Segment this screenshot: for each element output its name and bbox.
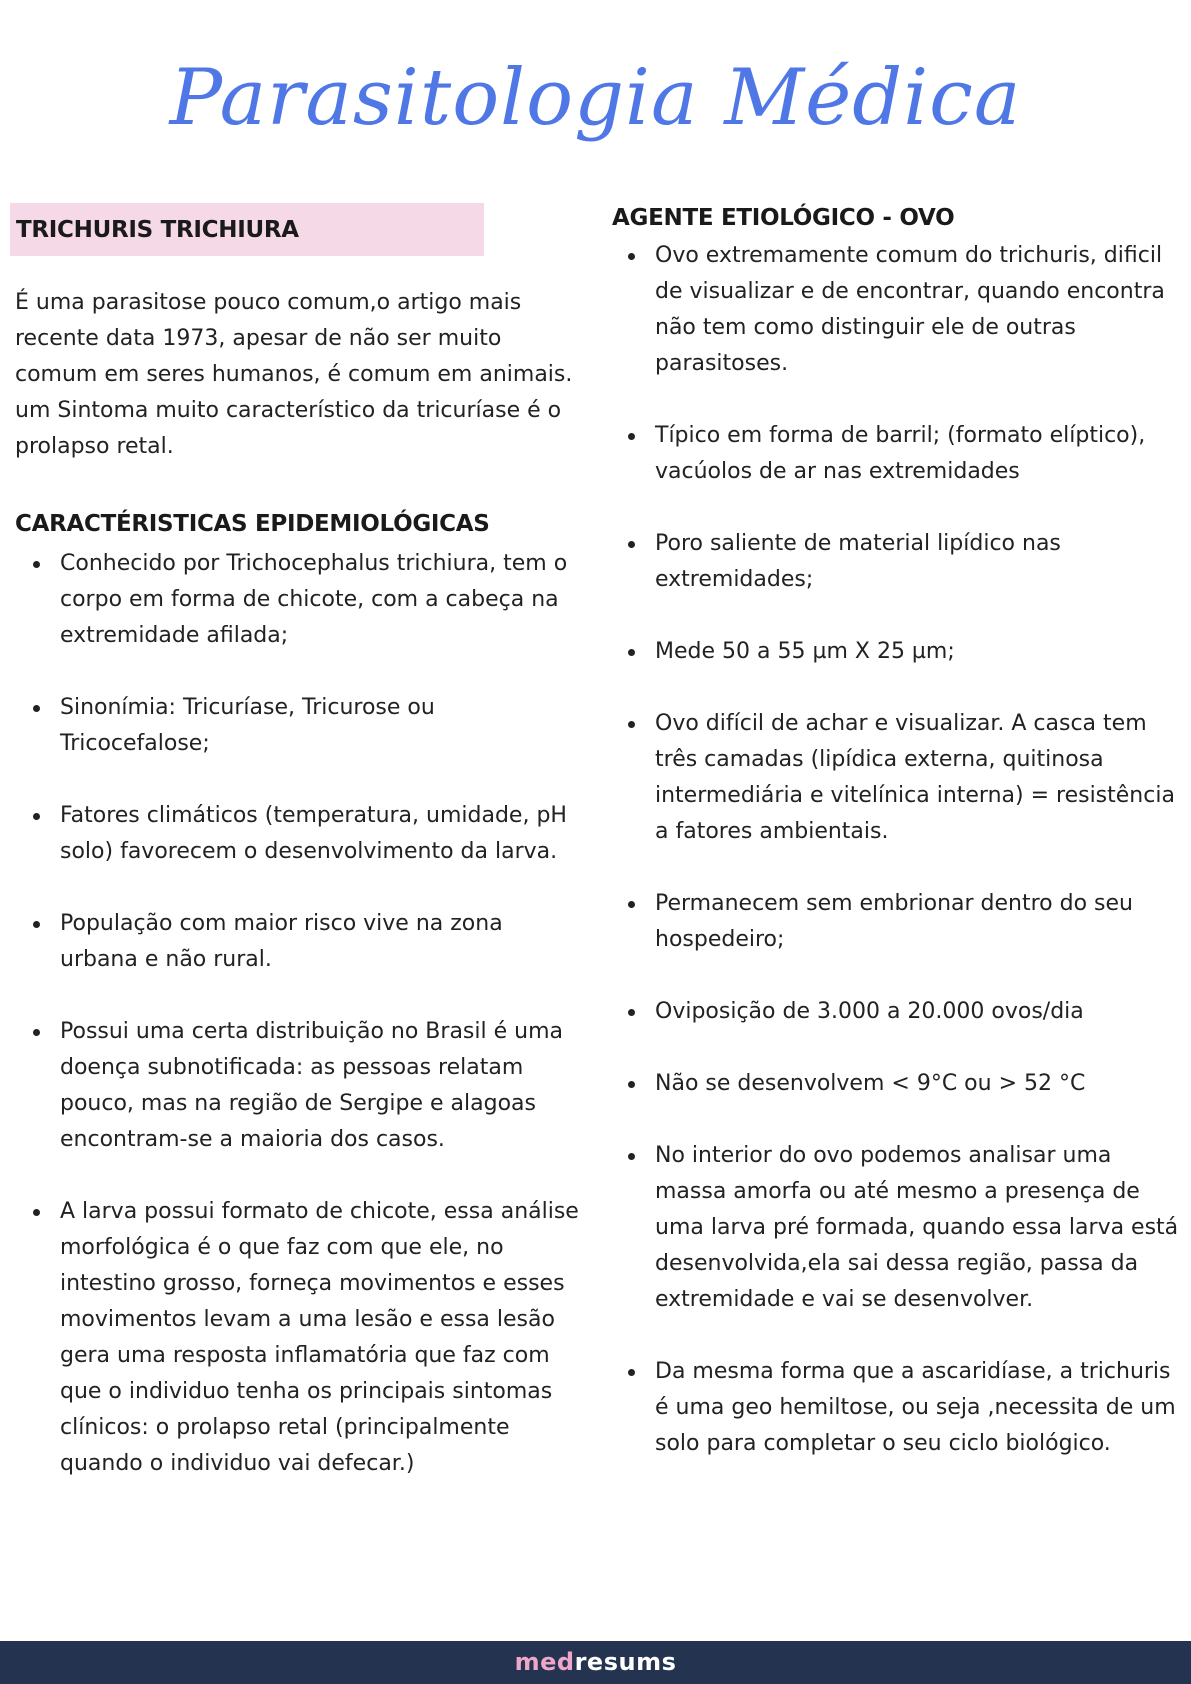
agent-list (610, 238, 1180, 1498)
topic-tag-label: TRICHURIS TRICHIURA (16, 217, 299, 243)
list-item: Mede 50 a 55 µm X 25 µm; (610, 634, 1180, 670)
list-item: A larva possui formato de chicote, essa análise morfológica é o que faz com que ele, no intestino grosso, forneça movimentos e esses movimentos levam a uma lesão e essa lesão gera uma resposta inflamatória que faz com que o individuo tenha os principais sintomas clínicos: o prolapso retal (principalmente quando o individuo vai defecar.) (15, 1194, 585, 1482)
epidemiology-heading: CARACTÉRISTICAS EPIDEMIOLÓGICAS (15, 511, 490, 537)
footer-bar (0, 1641, 1191, 1684)
epidemiology-list (15, 546, 585, 1518)
list-item: Da mesma forma que a ascaridíase, a trichuris é uma geo hemiltose, ou seja ,necessita de um solo para completar o seu ciclo biológico. (610, 1354, 1180, 1462)
list-item: Conhecido por Trichocephalus trichiura, tem o corpo em forma de chicote, com a cabeça na extremidade afilada; (15, 546, 585, 654)
list-item: Sinonímia: Tricuríase, Tricurose ou Tricocefalose; (15, 690, 585, 762)
list-item: Típico em forma de barril; (formato elíptico), vacúolos de ar nas extremidades (610, 418, 1180, 490)
list-item: Possui uma certa distribuição no Brasil é uma doença subnotificada: as pessoas relatam pouco, mas na região de Sergipe e alagoas encontram-se a maioria dos casos. (15, 1014, 585, 1158)
brand-logo-part2: resums (574, 1648, 677, 1676)
list-item: Não se desenvolvem < 9°C ou > 52 °C (610, 1066, 1180, 1102)
page-title: Parasitologia Médica (169, 53, 1022, 143)
list-item: População com maior risco vive na zona urbana e não rural. (15, 906, 585, 978)
list-item: Ovo difícil de achar e visualizar. A casca tem três camadas (lipídica externa, quitinosa intermediária e vitelínica interna) = resistência a fatores ambientais. (610, 706, 1180, 850)
list-item: No interior do ovo podemos analisar uma massa amorfa ou até mesmo a presença de uma larva pré formada, quando essa larva está desenvolvida,ela sai dessa região, passa da extremidade e vai se desenvolver. (610, 1138, 1180, 1318)
brand-logo-part1: med (514, 1648, 575, 1676)
agent-heading: AGENTE ETIOLÓGICO - OVO (612, 205, 955, 231)
list-item: Permanecem sem embrionar dentro do seu hospedeiro; (610, 886, 1180, 958)
list-item: Oviposição de 3.000 a 20.000 ovos/dia (610, 994, 1180, 1030)
brand-logo (0, 1648, 1191, 1676)
intro-paragraph: É uma parasitose pouco comum,o artigo mais recente data 1973, apesar de não ser muito comum em seres humanos, é comum em animais. um Sintoma muito característico da tricuríase é o prolapso retal. (15, 290, 573, 459)
topic-tag (10, 203, 484, 256)
list-item: Ovo extremamente comum do trichuris, dificil de visualizar e de encontrar, quando encontra não tem como distinguir ele de outras parasitoses. (610, 238, 1180, 382)
list-item: Fatores climáticos (temperatura, umidade, pH solo) favorecem o desenvolvimento da larva. (15, 798, 585, 870)
list-item: Poro saliente de material lipídico nas extremidades; (610, 526, 1180, 598)
